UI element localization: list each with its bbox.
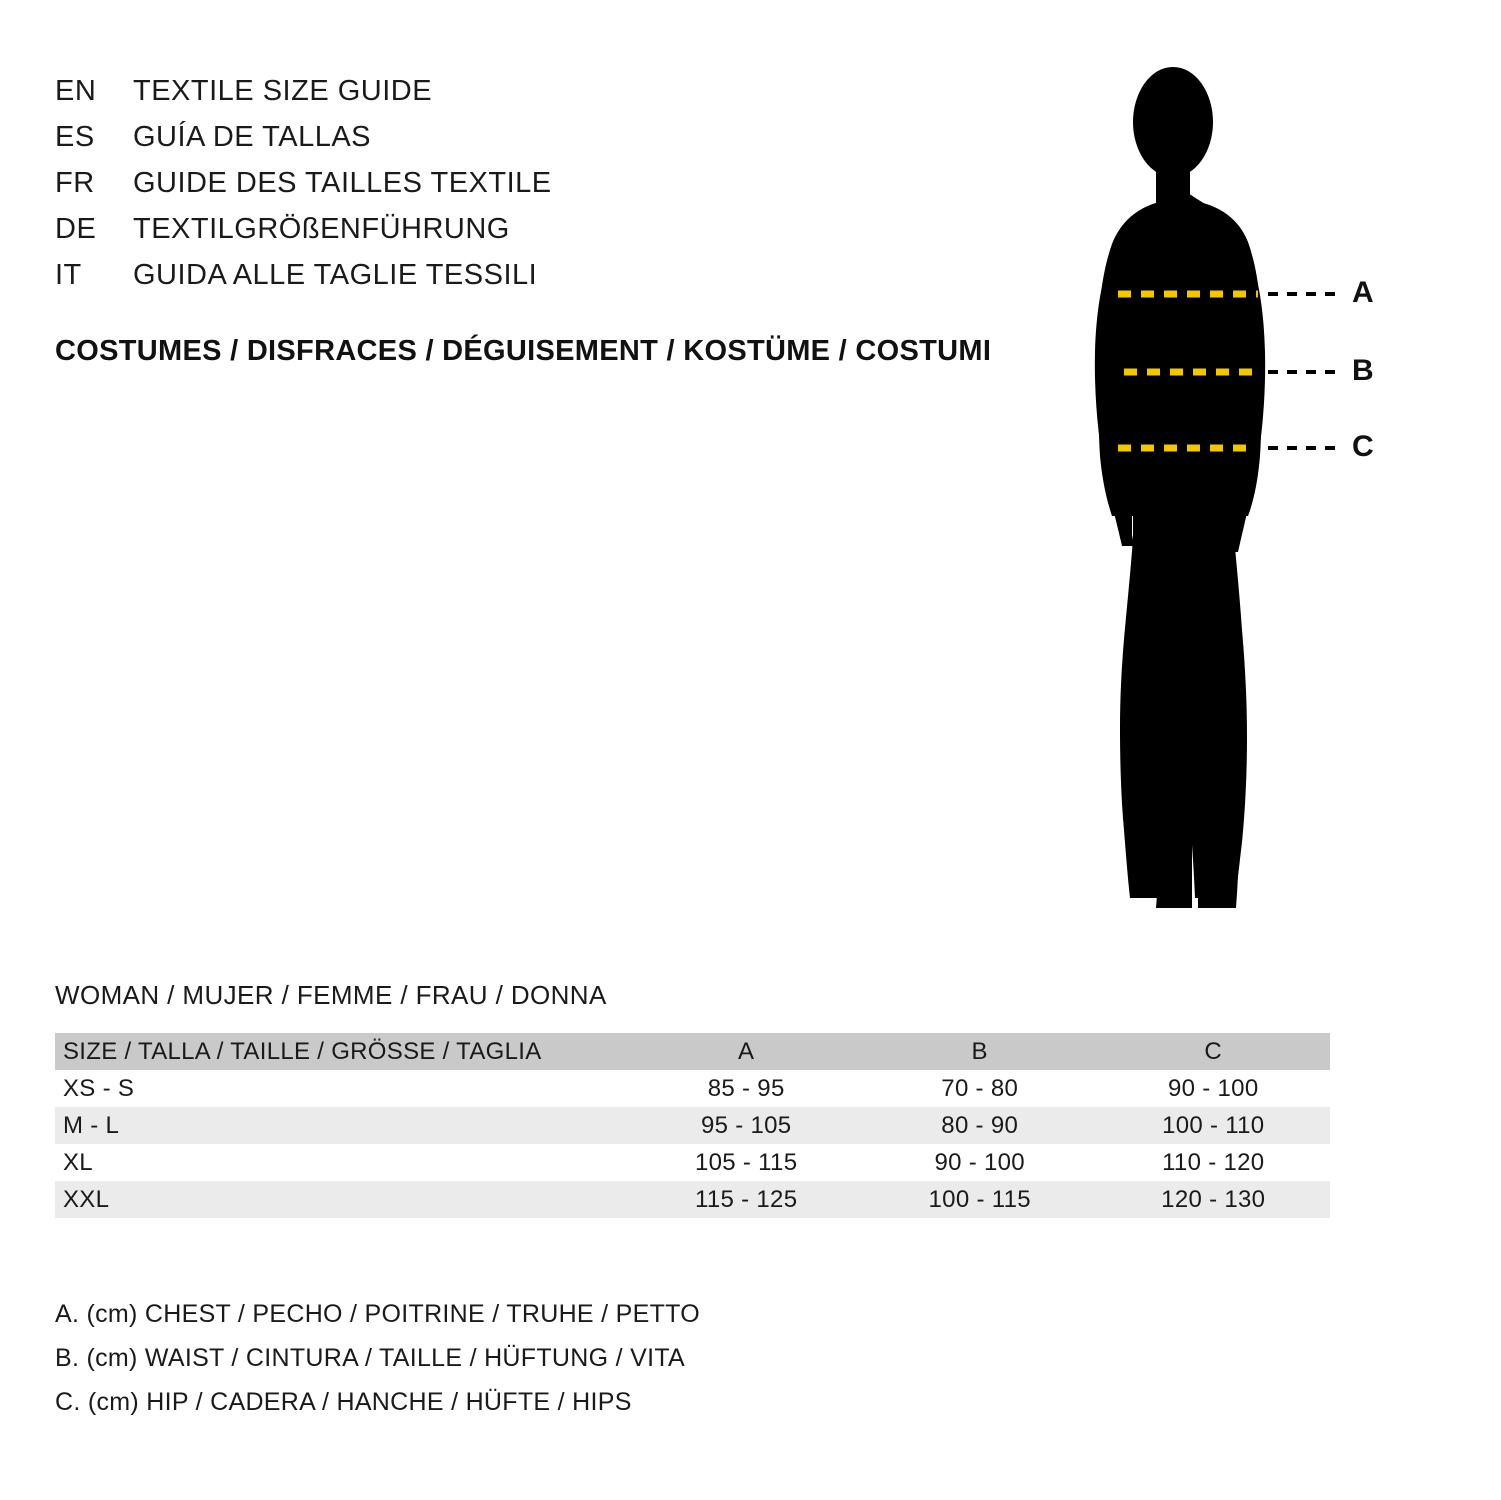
- language-text-fr: GUIDE DES TAILLES TEXTILE: [133, 167, 552, 199]
- column-header-c: C: [1204, 1037, 1223, 1065]
- cell-hip: 90 - 100: [1168, 1074, 1259, 1102]
- cell-waist: 90 - 100: [934, 1148, 1025, 1176]
- measurement-lines: [1040, 60, 1460, 940]
- language-text-en: TEXTILE SIZE GUIDE: [133, 75, 433, 107]
- language-text-de: TEXTILGRÖßENFÜHRUNG: [133, 213, 510, 245]
- measure-label-a: A: [1352, 276, 1374, 309]
- language-text-it: GUIDA ALLE TAGLIE TESSILI: [133, 259, 538, 291]
- table-row: [55, 1144, 1330, 1181]
- cell-chest: 85 - 95: [707, 1074, 785, 1102]
- cell-chest: 95 - 105: [700, 1111, 792, 1139]
- language-row-en: [55, 75, 1015, 121]
- figure-illustration: [1040, 60, 1460, 940]
- language-row-it: [55, 259, 1015, 305]
- table-row: [55, 1181, 1330, 1218]
- cell-size: XS - S: [63, 1074, 135, 1102]
- column-header-a: A: [738, 1037, 755, 1065]
- footnote-hip: C. (cm) HIP / CADERA / HANCHE / HÜFTE / HIPS: [55, 1388, 632, 1416]
- language-row-es: [55, 121, 1015, 167]
- cell-size: XL: [63, 1148, 93, 1176]
- language-code-es: ES: [55, 121, 95, 153]
- cell-chest: 115 - 125: [695, 1185, 798, 1213]
- category-line: COSTUMES / DISFRACES / DÉGUISEMENT / KOSTÜME / COSTUMI: [55, 335, 992, 367]
- cell-size: XXL: [63, 1185, 110, 1213]
- cell-hip: 100 - 110: [1162, 1111, 1265, 1139]
- footnote-chest: A. (cm) CHEST / PECHO / POITRINE / TRUHE / PETTO: [55, 1300, 701, 1328]
- cell-hip: 110 - 120: [1162, 1148, 1265, 1176]
- table-title: WOMAN / MUJER / FEMME / FRAU / DONNA: [55, 980, 607, 1010]
- cell-waist: 70 - 80: [941, 1074, 1019, 1102]
- column-header-b: B: [971, 1037, 988, 1065]
- measure-label-b: B: [1352, 354, 1374, 387]
- cell-chest: 105 - 115: [695, 1148, 798, 1176]
- language-row-fr: [55, 167, 1015, 213]
- cell-waist: 100 - 115: [928, 1185, 1031, 1213]
- footnotes-block: [55, 1300, 1055, 1432]
- language-text-es: GUÍA DE TALLAS: [133, 121, 372, 153]
- language-code-it: IT: [55, 259, 82, 291]
- table-row: [55, 1070, 1330, 1107]
- language-row-de: [55, 213, 1015, 259]
- footnote-waist: B. (cm) WAIST / CINTURA / TAILLE / HÜFTUNG / VITA: [55, 1344, 686, 1372]
- language-code-de: DE: [55, 213, 97, 245]
- column-header-size: SIZE / TALLA / TAILLE / GRÖSSE / TAGLIA: [63, 1037, 542, 1065]
- cell-waist: 80 - 90: [941, 1111, 1019, 1139]
- language-code-fr: FR: [55, 167, 95, 199]
- size-table-head: [55, 1033, 1330, 1070]
- size-table-body: [55, 1070, 1330, 1218]
- language-code-en: EN: [55, 75, 97, 107]
- cell-size: M - L: [63, 1111, 120, 1139]
- table-row: [55, 1107, 1330, 1144]
- size-table-header-row: [55, 1033, 1330, 1070]
- cell-hip: 120 - 130: [1161, 1185, 1266, 1213]
- measure-label-c: C: [1352, 430, 1374, 463]
- size-table: [55, 1033, 1330, 1218]
- language-header-block: [55, 75, 1015, 305]
